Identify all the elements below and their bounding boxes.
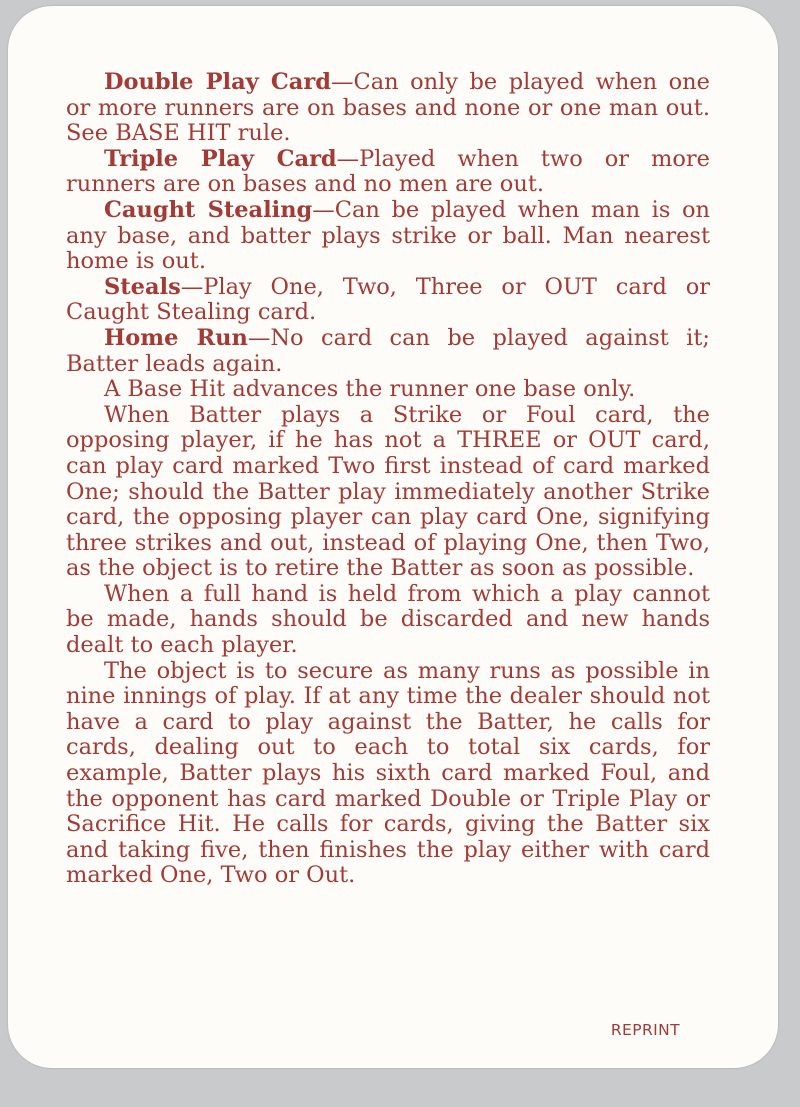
rule-body: —Can only be played when one or more runners are on bases and none or one man out. See BASE HIT rule. — [66, 69, 710, 147]
reprint-label: REPRINT — [610, 1021, 680, 1039]
rule-steals — [66, 275, 710, 326]
rule-double-play — [66, 70, 710, 147]
rule-body: When Batter plays a Strike or Foul card, the opposing player, if he has not a THREE or OUT card, can play card marked Two first instead of card marked One; should the Batter play immediately another Strike card, the opposing player can play card One, signifying three strikes and out, instead of playing One, then Two, as the object is to retire the Batter as soon as possible. — [66, 401, 710, 582]
rule-body: —Can be played when man is on any base, and batter plays strike or ball. Man nearest home is out. — [66, 196, 710, 275]
rule-heading: Home Run — [104, 324, 248, 351]
rule-body: A Base Hit advances the runner one base only. — [104, 376, 636, 403]
rules-text — [66, 70, 710, 889]
rule-body: —Play One, Two, Three or OUT card or Caught Stealing card. — [66, 273, 710, 326]
rule-body: —Played when two or more runners are on bases and no men are out. — [66, 145, 710, 198]
rule-body: —No card can be played against it; Batter leads again. — [66, 324, 710, 377]
rule-strike-foul — [66, 403, 710, 582]
rule-heading: Triple Play Card — [104, 145, 337, 172]
rule-full-hand — [66, 582, 710, 659]
rule-heading: Double Play Card — [104, 69, 331, 95]
rule-base-hit — [66, 377, 710, 403]
rule-triple-play — [66, 147, 710, 198]
rule-object — [66, 659, 710, 889]
rule-heading: Caught Stealing — [104, 196, 313, 223]
rule-body: The object is to secure as many runs as possible in nine innings of play. If at any time the dealer should not have a card to play against the Batter, he calls for cards, dealing out to each to total six cards, for example, Batter plays his sixth card marked Foul, and the opponent has card marked Double or Triple Play or Sacrifice Hit. He calls for cards, giving the Batter six and taking five, then finishes the play either with card marked One, Two or Out. — [66, 657, 710, 889]
rule-caught-stealing — [66, 198, 710, 275]
rules-card — [8, 6, 778, 1068]
rule-home-run — [66, 326, 710, 377]
rule-heading: Steals — [104, 273, 181, 300]
rule-body: When a full hand is held from which a play cannot be made, hands should be discarded and new hands dealt to each player. — [66, 580, 710, 659]
